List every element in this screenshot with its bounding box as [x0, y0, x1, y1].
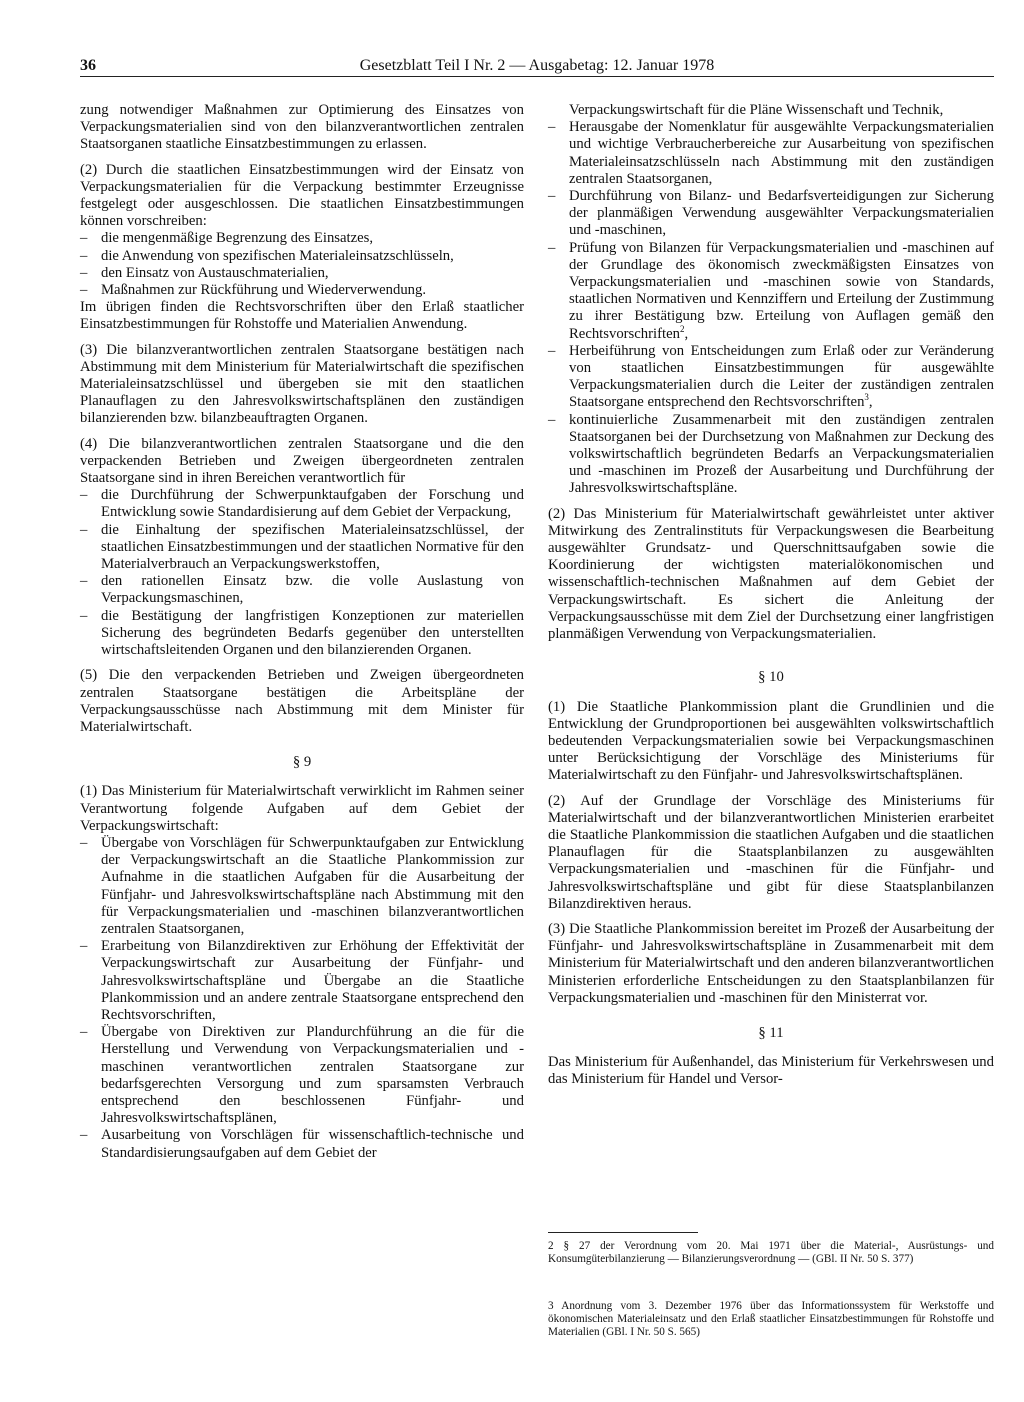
right-column	[548, 102, 994, 1097]
list-aufgaben	[80, 835, 524, 1162]
list-item: – Übergabe von Direktiven zur Plandurchführung an die für die Herstellung und Verwendung von Verpackungsmaterialien und -maschinen verantwortlichen zentralen Staatsorgane zur bedarfsgerechten Versorgung und zum sparsamsten Verbrauch entsprechend den beschlossenen Fünfjahr- und Jahresvolkswirtschaftsplänen,	[80, 1024, 524, 1127]
list-item: – kontinuierliche Zusammenarbeit mit den zuständigen zentralen Staatsorganen bei der Durchsetzung von Maßnahmen zur Deckung des volkswirtschaftlich begründeten Bedarfs an Verpackungsmaterialien und -maschinen im Prozeß der Ausarbeitung und Durchführung der Jahresvolkswirtschaftspläne.	[548, 412, 994, 498]
paragraph-9-1: (1) Das Ministerium für Materialwirtschaft verwirklicht im Rahmen seiner Verantwortung folgende Aufgaben auf dem Gebiet der Verpackungswirtschaft:	[80, 783, 524, 834]
section-heading-11: § 11	[758, 1024, 784, 1041]
paragraph-10-2: (2) Auf der Grundlage der Vorschläge des Ministeriums für Materialwirtschaft und der bilanzverantwortlichen Ministerien erarbeitet die Staatliche Plankommission die staatlichen Aufgaben und die staatlichen Planauflagen für die Staatsplanbilanzen zu ausgewählten Verpackungsmaterialien und -maschinen für die Fünfjahr- und Jahresvolkswirtschaftspläne und gibt für diese Staatsplanbilanzen Bilanzdirektiven heraus.	[548, 792, 994, 912]
left-column	[80, 102, 524, 1162]
list-item: – Herbeiführung von Entscheidungen zum Erlaß oder zur Veränderung von staatlichen Einsatzbestimmungen für ausgewählte Verpackungsmaterialien durch die Leiter der zuständigen zentralen Staatsorgane entsprechend den Rechtsvorschriften$^3$,	[548, 343, 994, 412]
paragraph-9-2: (2) Das Ministerium für Materialwirtschaft gewährleistet unter aktiver Mitwirkung des Zentralinstituts für Verpackungswesen die Bearbeitung ausgewählter Grundsatz- und Querschnittsaufgaben sowie die Koordinierung der wichtigsten materialökonomischen und wissenschaftlich-technischen Maßnahmen auf dem Gebiet der Verpackungswirtschaft. Es sichert die Anleitung der Verpackungsausschüsse mit dem Ziel der Durchsetzung einer langfristigen planmäßigen Verwendung von Verpackungsmaterialien.	[548, 505, 994, 643]
footnote-2: 2 § 27 der Verordnung vom 20. Mai 1971 über die Material-, Ausrüstungs- und Konsumgüterbilanzierung — Bilanzierungsverordnung — (GBl. II Nr. 50 S. 377)	[548, 1240, 994, 1266]
list-item: – Übergabe von Vorschlägen für Schwerpunktaufgaben zur Entwicklung der Verpackungswirtschaft an die Staatliche Plankommission zur Aufnahme in die staatlichen Aufgaben für die Ausarbeitung der Fünfjahr- und Jahresvolkswirtschaftspläne nach Abstimmung mit den für Verpackungsmaterialien und -maschinen bilanzverantwortlichen zentralen Staatsorganen,	[80, 835, 524, 938]
paragraph-11: Das Ministerium für Außenhandel, das Ministerium für Verkehrswesen und das Ministerium für Handel und Versor-	[548, 1054, 994, 1088]
paragraph-8-5: (5) Die den verpackenden Betrieben und Zweigen übergeordneten zentralen Staatsorgane bestätigen die Arbeitspläne der Verpackungsausschüsse nach Abstimmung mit dem Minister für Materialwirtschaft.	[80, 667, 524, 735]
page-header	[80, 56, 994, 77]
list-item: – Ausarbeitung von Vorschlägen für wissenschaftlich-technische und Standardisierungsaufgaben auf dem Gebiet der	[80, 1127, 524, 1161]
list-item: – Durchführung von Bilanz- und Bedarfsverteidigungen zur Sicherung der planmäßigen Verwendung ausgewählter Verpackungsmaterialien und -maschinen,	[548, 188, 994, 240]
gazette-title: Gesetzblatt Teil I Nr. 2 — Ausgabetag: 12. Januar 1978	[359, 57, 715, 74]
list-item: – die mengenmäßige Begrenzung des Einsatzes,	[80, 230, 524, 247]
list-item: – die Durchführung der Schwerpunktaufgaben der Forschung und Entwicklung sowie Standardisierung auf dem Gebiet der Verpackung,	[80, 487, 524, 521]
section-heading-10: § 10	[758, 669, 784, 686]
list-einsatzbestimmungen	[80, 230, 524, 299]
list-item: – die Anwendung von spezifischen Materialeinsatzschlüsseln,	[80, 248, 524, 265]
paragraph-8-2-cont: Im übrigen finden die Rechtsvorschriften über den Erlaß staatlicher Einsatzbestimmungen für Rohstoffe und Materialien Anwendung.	[80, 299, 524, 333]
footnote-ref-3: 3	[864, 392, 869, 403]
paragraph-8-3: (3) Die bilanzverantwortlichen zentralen Staatsorgane bestätigen nach Abstimmung mit dem Ministerium für Materialwirtschaft die spezifischen Materialeinsatzschlüssel und übergeben sie mit den staatlichen Planauflagen zu den Jahresvolkswirtschaftsplänen den zuständigen bilanzierenden bzw. bilanzbeauftragten Organen.	[80, 341, 524, 427]
list-item: – die Bestätigung der langfristigen Konzeptionen zur materiellen Sicherung des begründeten Bedarfs gegenüber den unterstellten wirtschaftsleitenden Organen und den bilanzierenden Organen.	[80, 608, 524, 660]
paragraph-8-2: (2) Durch die staatlichen Einsatzbestimmungen wird der Einsatz von Verpackungsmaterialien für die Verpackung bestimmter Erzeugnisse festgelegt oder ausgeschlossen. Die staatlichen Einsatzbestimmungen können vorschreiben:	[80, 161, 524, 230]
paragraph-10-3: (3) Die Staatliche Plankommission bereitet im Prozeß der Ausarbeitung der Fünfjahr- und Jahresvolkswirtschaftspläne in Zusammenarbeit mit dem Ministerium für Materialwirtschaft und den anderen bilanzverantwortlichen Ministerien erforderliche Entscheidungen zu den Staatsplanbilanzen für Verpackungsmaterialien und -maschinen für den Ministerrat vor.	[548, 920, 994, 1006]
footnote-3: 3 Anordnung vom 3. Dezember 1976 über das Informationssystem für Werkstoffe und ökonomischen Materialeinsatz und den Erlaß staatlicher Einsatzbestimmungen für Rohstoffe und Materialien (GBl. I Nr. 50 S. 565)	[548, 1300, 994, 1339]
list-item: – Herausgabe der Nomenklatur für ausgewählte Verpackungsmaterialien und wichtige Verbraucherbereiche zur Ausarbeitung von spezifischen Materialeinsatzschlüsseln nach Abstimmung mit den zuständigen zentralen Staatsorganen,	[548, 119, 994, 188]
list-item: – die Einhaltung der spezifischen Materialeinsatzschlüssel, der staatlichen Einsatzbestimmungen und der staatlichen Normative für den Materialverbrauch an Verpackungswerkstoffen,	[80, 522, 524, 574]
section-heading-9: § 9	[292, 754, 312, 771]
list-item: – den rationellen Einsatz bzw. die volle Auslastung von Verpackungsmaschinen,	[80, 573, 524, 607]
list-item: – Prüfung von Bilanzen für Verpackungsmaterialien und -maschinen auf der Grundlage des ökonomisch zweckmäßigsten Einsatzes von Verpackungsmaterialien und -maschinen sowie von Standards, staatlichen Normativen und Kennziffern und Erteilung der Zustimmung zu ihrer Bestätigung bzw. Erteilung von Auflagen gemäß den Rechtsvorschriften$^2$,	[548, 240, 994, 343]
list-aufgaben-cont	[548, 119, 994, 497]
paragraph-intro: zung notwendiger Maßnahmen zur Optimierung des Einsatzes von Verpackungsmaterialien sind von den bilanzverantwortlichen zentralen Staatsorganen staatliche Einsatzbestimmungen zu erlassen.	[80, 102, 524, 153]
footnote-ref-2: 2	[679, 323, 685, 334]
paragraph-10-1: (1) Die Staatliche Plankommission plant die Grundlinien und die Entwicklung der Grundproportionen bei ausgewählten volkswirtschaftlich bedeutenden Verpackungsmaterialien sowie bei Verpackungsmaschinen unter Berücksichtigung der Vorschläge des Ministeriums für Materialwirtschaft zu den Fünfjahr- und Jahresvolkswirtschaftsplänen.	[548, 698, 994, 784]
footnote-separator	[548, 1232, 698, 1233]
list-item: – den Einsatz von Austauschmaterialien,	[80, 265, 524, 282]
list-verantwortlich	[80, 487, 524, 659]
paragraph-8-4: (4) Die bilanzverantwortlichen zentralen Staatsorgane und die den verpackenden Betrieben und Zweigen übergeordneten zentralen Staatsorgane sind in ihren Bereichen verantwortlich für	[80, 435, 524, 487]
list-continuation: Verpackungswirtschaft für die Pläne Wissenschaft und Technik,	[569, 102, 944, 118]
list-item: – Erarbeitung von Bilanzdirektiven zur Erhöhung der Effektivität der Verpackungswirtschaft zur Ausarbeitung der Fünfjahr- und Jahresvolkswirtschaftspläne und Übergabe an die Staatliche Plankommission und an andere zentrale Staatsorgane entsprechend den Rechtsvorschriften,	[80, 938, 524, 1024]
page-number: 36	[80, 57, 96, 74]
list-item: – Maßnahmen zur Rückführung und Wiederverwendung.	[80, 282, 524, 299]
